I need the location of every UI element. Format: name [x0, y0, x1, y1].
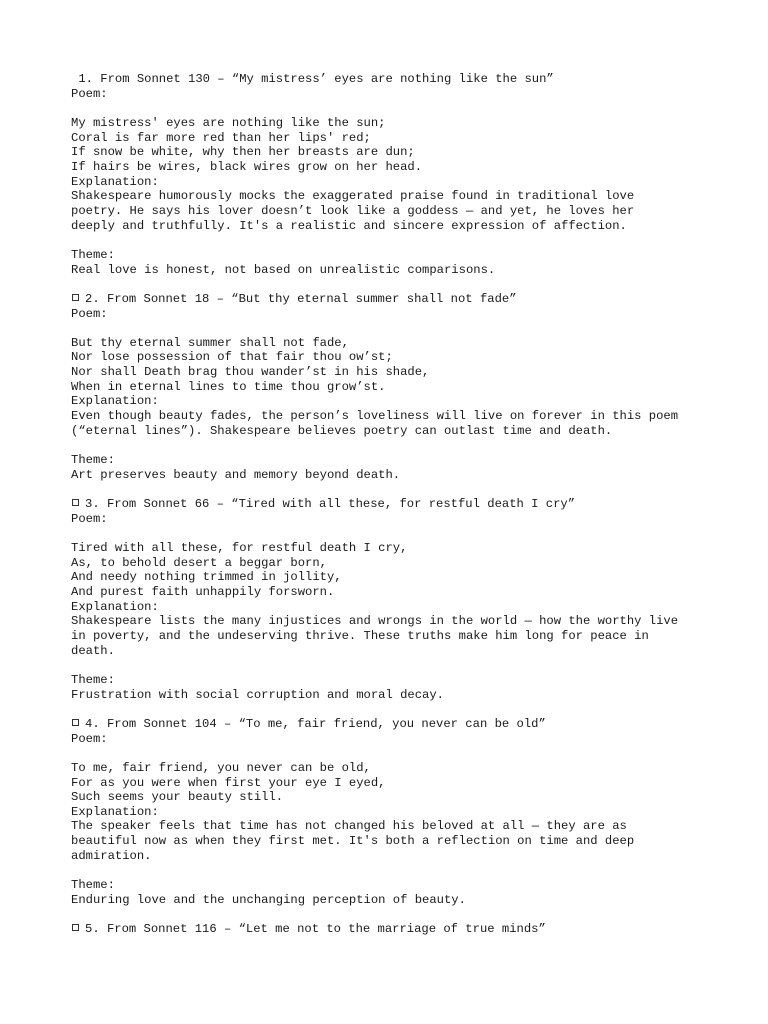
explanation-text: death.	[71, 643, 115, 658]
poem-line: Coral is far more red than her lips' red;	[71, 130, 371, 145]
document-body	[71, 72, 731, 937]
square-bullet-icon	[72, 499, 79, 506]
poem-line: And needy nothing trimmed in jollity,	[71, 570, 342, 585]
explanation-text: Shakespeare humorously mocks the exaggerated praise found in traditional love	[71, 189, 635, 204]
explanation-text: Shakespeare lists the many injustices and wrongs in the world — how the worthy live	[71, 614, 679, 629]
poem-line: Such seems your beauty still.	[71, 790, 284, 805]
blank-line	[71, 658, 731, 673]
theme-text: Frustration with social corruption and moral decay.	[71, 687, 444, 702]
sonnet-section	[71, 72, 731, 292]
theme-label: Theme:	[71, 672, 115, 687]
theme-label: Theme:	[71, 453, 115, 468]
section-heading-text: 5. From Sonnet 116 – “Let me not to the marriage of true minds”	[85, 922, 546, 937]
section-heading	[71, 72, 731, 87]
poem-line: Nor lose possession of that fair thou ow’st;	[71, 350, 393, 365]
explanation-text: Even though beauty fades, the person’s loveliness will live on forever in this poem	[71, 409, 679, 424]
theme-label: Theme:	[71, 247, 115, 262]
poem-label: Poem:	[71, 511, 108, 526]
explanation-text: beautiful now as when they first met. It's both a reflection on time and deep	[71, 834, 635, 849]
poem-line: To me, fair friend, you never can be old,	[71, 760, 371, 775]
section-heading	[71, 292, 731, 307]
explanation-text: (“eternal lines”). Shakespeare believes poetry can outlast time and death.	[71, 423, 613, 438]
explanation-text: admiration.	[71, 848, 152, 863]
poem-line: As, to behold desert a beggar born,	[71, 555, 327, 570]
section-heading-text: 4. From Sonnet 104 – “To me, fair friend, you never can be old”	[85, 716, 546, 731]
explanation-text: in poverty, and the undeserving thrive. These truths make him long for peace in	[71, 628, 649, 643]
theme-text: Real love is honest, not based on unrealistic comparisons.	[71, 262, 496, 277]
explanation-label: Explanation:	[71, 599, 159, 614]
poem-line: My mistress' eyes are nothing like the sun;	[71, 115, 386, 130]
section-heading	[71, 717, 731, 732]
poem-line: Tired with all these, for restful death I cry,	[71, 541, 408, 555]
theme-label: Theme:	[71, 878, 115, 893]
section-heading-text: 1. From Sonnet 130 – “My mistress’ eyes are nothing like the sun”	[71, 72, 554, 86]
explanation-label: Explanation:	[71, 174, 159, 189]
explanation-text: The speaker feels that time has not changed his beloved at all — they are as	[71, 819, 627, 834]
poem-line: If hairs be wires, black wires grow on her head.	[71, 159, 423, 174]
blank-line	[71, 277, 731, 292]
blank-line	[71, 863, 731, 878]
square-bullet-icon	[72, 924, 79, 931]
section-heading	[71, 922, 731, 937]
sonnet-section	[71, 922, 731, 937]
square-bullet-icon	[72, 294, 79, 301]
poem-line: If snow be white, why then her breasts are dun;	[71, 145, 415, 160]
blank-line	[71, 702, 731, 717]
section-heading	[71, 497, 731, 512]
sonnet-section	[71, 292, 731, 497]
poem-line: When in eternal lines to time thou grow’st.	[71, 379, 386, 394]
poem-label: Poem:	[71, 86, 108, 101]
section-heading-text: 2. From Sonnet 18 – “But thy eternal summer shall not fade”	[85, 291, 517, 306]
blank-line	[71, 101, 731, 116]
poem-line: Nor shall Death brag thou wander’st in his shade,	[71, 365, 430, 380]
poem-line: For as you were when first your eye I eyed,	[71, 775, 386, 790]
blank-line	[71, 482, 731, 497]
poem-line: But thy eternal summer shall not fade,	[71, 335, 349, 350]
blank-line	[71, 438, 731, 453]
explanation-text: deeply and truthfully. It's a realistic and sincere expression of affection.	[71, 218, 627, 233]
blank-line	[71, 526, 731, 541]
theme-text: Enduring love and the unchanging perception of beauty.	[71, 892, 466, 907]
explanation-text: poetry. He says his lover doesn’t look like a goddess — and yet, he loves her	[71, 203, 635, 218]
blank-line	[71, 746, 731, 761]
square-bullet-icon	[72, 719, 79, 726]
blank-line	[71, 233, 731, 248]
explanation-label: Explanation:	[71, 394, 159, 409]
blank-line	[71, 321, 731, 336]
section-heading-text: 3. From Sonnet 66 – “Tired with all these, for restful death I cry”	[85, 497, 576, 512]
poem-label: Poem:	[71, 731, 108, 746]
explanation-label: Explanation:	[71, 804, 159, 819]
blank-line	[71, 907, 731, 922]
sonnet-section	[71, 717, 731, 922]
theme-text: Art preserves beauty and memory beyond death.	[71, 467, 401, 482]
sonnet-section	[71, 497, 731, 717]
poem-label: Poem:	[71, 306, 108, 321]
poem-line: And purest faith unhappily forsworn.	[71, 584, 335, 599]
